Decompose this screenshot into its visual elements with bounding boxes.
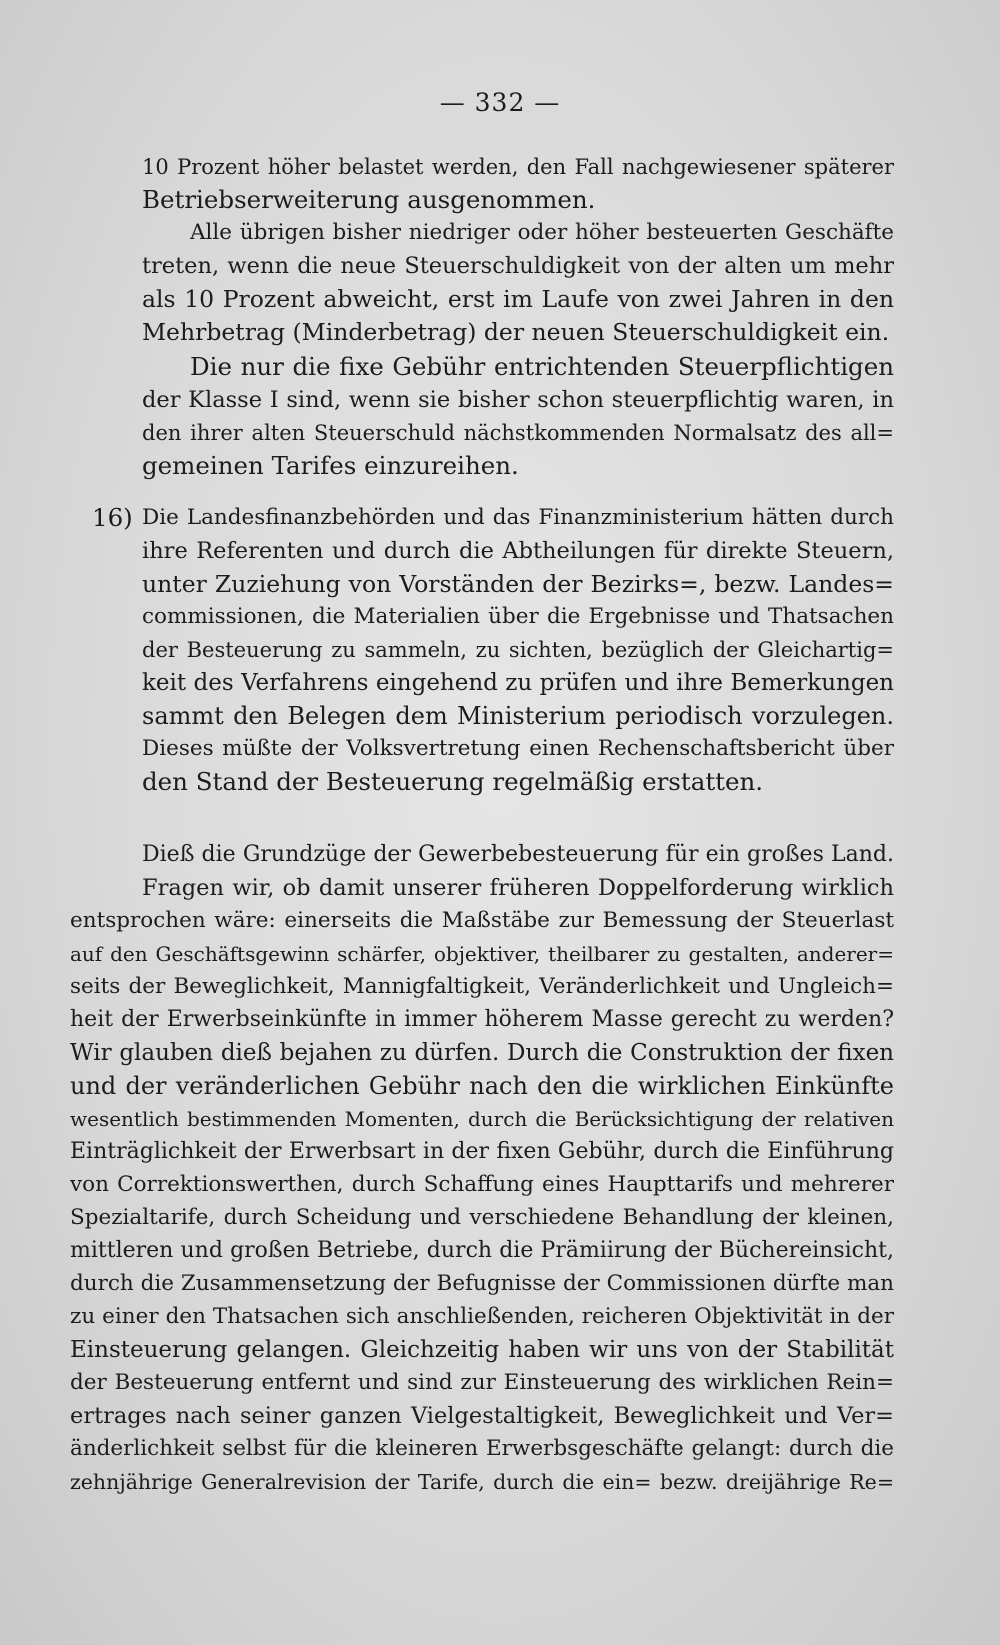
text-line: heit der Erwerbseinkünfte in immer höherem Masse gerecht zu werden? <box>70 1007 894 1032</box>
text-line: ihre Referenten und durch die Abtheilungen für direkte Steuern, <box>142 538 894 564</box>
text-line: zu einer den Thatsachen sich anschließenden, reicheren Objektivität in der <box>70 1304 894 1329</box>
text-line: Einträglichkeit der Erwerbsart in der fixen Gebühr, durch die Einführung <box>70 1139 894 1164</box>
text-line: als 10 Prozent abweicht, erst im Laufe von zwei Jahren in den <box>142 285 894 313</box>
text-line: sammt den Belegen dem Ministerium periodisch vorzulegen. <box>142 702 894 730</box>
text-line: den ihrer alten Steuerschuld nächstkommenden Normalsatz des all= <box>142 421 894 445</box>
page-number: — 332 — <box>439 88 561 117</box>
text-line: Wir glauben dieß bejahen zu dürfen. Durch die Construktion der fixen <box>70 1040 894 1066</box>
text-line: unter Zuziehung von Vorständen der Bezirks=, bezw. Landes= <box>142 570 894 598</box>
text-line: Einsteuerung gelangen. Gleichzeitig haben wir uns von der Stabilität <box>70 1337 894 1363</box>
text-line: änderlichkeit selbst für die kleineren Erwerbsgeschäfte gelangt: durch die <box>70 1436 894 1461</box>
text-line: der Besteuerung zu sammeln, zu sichten, bezüglich der Gleichartig= <box>142 638 894 662</box>
text-line: ertrages nach seiner ganzen Vielgestaltigkeit, Beweglichkeit und Ver= <box>70 1403 894 1429</box>
text-line: keit des Verfahrens eingehend zu prüfen und ihre Bemerkungen <box>142 670 894 696</box>
text-line: wesentlich bestimmenden Momenten, durch die Berücksichtigung der relativen <box>70 1107 894 1131</box>
text-line: commissionen, die Materialien über die Ergebnisse und Thatsachen <box>142 604 894 629</box>
text-line: der Klasse I sind, wenn sie bisher schon steuerpflichtig waren, in <box>142 387 894 413</box>
text-line: der Besteuerung entfernt und sind zur Einsteuerung des wirklichen Rein= <box>70 1370 894 1395</box>
text-line: Die Landesfinanzbehörden und das Finanzministerium hätten durch <box>142 505 894 530</box>
text-line: treten, wenn die neue Steuerschuldigkeit von der alten um mehr <box>142 253 894 279</box>
text-line: entsprochen wäre: einerseits die Maßstäbe zur Bemessung der Steuerlast <box>70 908 894 933</box>
text-line: und der veränderlichen Gebühr nach den die wirklichen Einkünfte <box>70 1072 894 1100</box>
text-line: Spezialtarife, durch Scheidung und verschiedene Behandlung der kleinen, <box>70 1205 894 1230</box>
text-line: auf den Geschäftsgewinn schärfer, objektiver, theilbarer zu gestalten, anderer= <box>70 942 894 966</box>
text-line: Die nur die fixe Gebühr entrichtenden Steuerpflichtigen <box>190 352 894 381</box>
text-line: Dieß die Grundzüge der Gewerbebesteuerung für ein großes Land. <box>142 842 894 867</box>
text-line: gemeinen Tarifes einzureihen. <box>142 451 519 480</box>
text-line: zehnjährige Generalrevision der Tarife, durch die ein= bezw. dreijährige Re= <box>70 1470 894 1494</box>
text-line: den Stand der Besteuerung regelmäßig erstatten. <box>142 767 764 796</box>
text-line: seits der Beweglichkeit, Mannigfaltigkeit, Veränderlichkeit und Ungleich= <box>70 974 894 999</box>
text-line: 10 Prozent höher belastet werden, den Fall nachgewiesener späterer <box>142 155 894 179</box>
text-line: Alle übrigen bisher niedriger oder höher besteuerten Geschäfte <box>190 220 894 245</box>
text-line: Dieses müßte der Volksvertretung einen Rechenschaftsbericht über <box>142 736 894 761</box>
text-line: Betriebserweiterung ausgenommen. <box>142 185 596 214</box>
text-line: mittleren und großen Betriebe, durch die Prämiirung der Büchereinsicht, <box>70 1238 894 1263</box>
text-line: Mehrbetrag (Minderbetrag) der neuen Steuerschuldigkeit ein. <box>142 318 890 346</box>
item-16-label: 16) <box>92 503 133 532</box>
text-line: Fragen wir, ob damit unserer früheren Doppelforderung wirklich <box>142 875 894 901</box>
text-line: durch die Zusammensetzung der Befugnisse der Commissionen dürfte man <box>70 1271 894 1296</box>
text-line: von Correktionswerthen, durch Schaffung eines Haupttarifs und mehrerer <box>70 1172 894 1197</box>
